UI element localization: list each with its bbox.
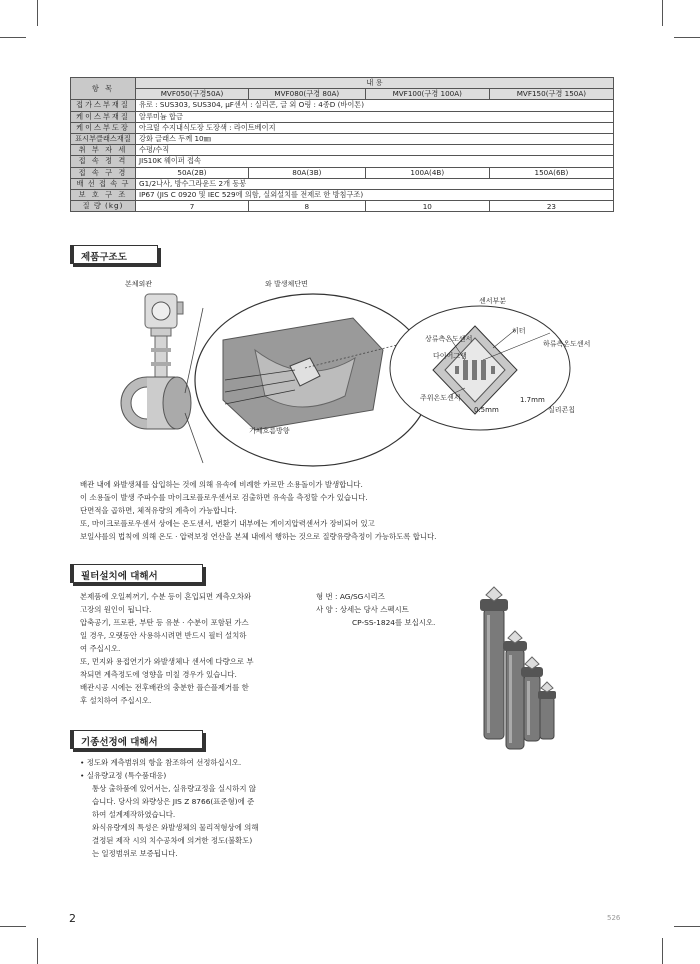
- row-value: JIS10K 웨이퍼 접속: [136, 156, 614, 167]
- paragraph-line: 통상 출하품에 있어서는, 실유량교정을 실시하지 않: [92, 784, 257, 793]
- header-label: 항 목: [71, 78, 136, 100]
- table-row: [71, 100, 614, 111]
- model-header: MVF100(구경 100A): [365, 89, 489, 100]
- paragraph-line: 착되면 계측정도에 영향을 미칠 경우가 있습니다.: [80, 670, 237, 679]
- crop-mark: [37, 0, 38, 26]
- spec-value: 상세는 당사 스펙시트: [339, 605, 409, 614]
- row-label: 케이스부재질: [71, 111, 136, 122]
- bullet-item: • 정도와 계측범위의 항을 참조하여 선정하십시오.: [80, 758, 242, 767]
- crop-mark: [662, 0, 663, 26]
- model-header: MVF080(구경 80A): [248, 89, 365, 100]
- paragraph-line: 본제품에 오일찌꺼기, 수분 등이 혼입되면 계측오차와: [80, 592, 252, 601]
- section-heading-structure: [70, 245, 158, 264]
- paragraph-line: 일 경우, 오랫동안 사용하시려면 반드시 필터 설치하: [80, 631, 247, 640]
- row-value: 강화 글래스 두께 10㎜: [136, 133, 614, 144]
- label-silicon-chip: 실리콘칩: [548, 406, 576, 414]
- model-label: 형 번 :: [316, 592, 338, 601]
- paragraph-line: 또, 먼지와 용접연기가 와발생체나 센서에 다량으로 부: [80, 657, 254, 666]
- row-value: 유로 : SUS303, SUS304, μF센서 : 실리콘, 글 외 O링 : 4종D (바이톤): [136, 100, 614, 111]
- table-row: [71, 178, 614, 189]
- model-value: AG/SG시리즈: [339, 592, 385, 601]
- crop-mark: [674, 37, 700, 38]
- label-gas-flow: 기체흐름방향: [249, 427, 290, 435]
- table-row: [71, 189, 614, 200]
- bullet-text: 실유량교정 (특수품대응): [86, 771, 167, 780]
- bullet-item: • 실유량교정 (특수품대응): [80, 771, 167, 780]
- section-heading-model-selection: [70, 730, 203, 749]
- section-title: 필터설치에 대해서: [81, 571, 158, 582]
- structure-diagram: [105, 288, 625, 478]
- paragraph-line: 배관 내에 와발생체를 삽입하는 것에 의해 유속에 비례한 카르만 소용돌이가 발생합니다.: [80, 480, 363, 489]
- row-label: 접 속 구 경: [71, 167, 136, 178]
- paragraph-line: 이 소용돌이 발생 주파수를 마이크로플로우센서로 검출하면 유속을 측정할 수가 있습니다.: [80, 493, 368, 502]
- crop-mark: [0, 37, 26, 38]
- header-content: 내 용: [136, 78, 614, 89]
- row-value: 아크릴 수지내식도장 도장색 : 라이트베이지: [136, 122, 614, 133]
- structure-description: [80, 478, 640, 543]
- table-row: [71, 122, 614, 133]
- row-value: 수평/수직: [136, 145, 614, 156]
- row-value: 80A(3B): [248, 167, 365, 178]
- paragraph-line: 단면적을 곱하면, 체적유량의 계측이 가능합니다.: [80, 506, 237, 515]
- paragraph-line: 후 설치하여 주십시오.: [80, 696, 152, 705]
- model-header: MVF150(구경 150A): [489, 89, 613, 100]
- filter-description: [80, 590, 305, 707]
- row-label: 표시부클래스재질: [71, 133, 136, 144]
- row-value: G1/2나사, 방수그라운드 2개 동봉: [136, 178, 614, 189]
- table-row: [71, 111, 614, 122]
- model-header: MVF050(구경50A): [136, 89, 249, 100]
- page-number: 2: [69, 912, 76, 925]
- paragraph-line: 고장의 원인이 됩니다.: [80, 605, 152, 614]
- row-value: 50A(2B): [136, 167, 249, 178]
- row-label: 케이스부도장: [71, 122, 136, 133]
- paragraph-line: 또, 마이크로플로우센서 상에는 온도센서, 변환기 내부에는 게이지압력센서가 장비되어 있고: [80, 519, 375, 528]
- paragraph-line: 습니다. 당사의 와량상은 JIS Z 8766(표준형)에 준: [92, 797, 255, 806]
- row-value: 23: [489, 201, 613, 212]
- row-label: 질 량 (kg): [71, 201, 136, 212]
- spec-table: [70, 77, 614, 212]
- row-value: IP67 (JIS C 0920 및 IEC 529에 의함, 실외설치를 전제로 한 방침구조): [136, 189, 614, 200]
- spec-label: 사 양 :: [316, 605, 338, 614]
- label-upstream-sensor: 상류측온도센서: [425, 335, 473, 343]
- label-diaphragm: 다이어그램: [433, 352, 467, 360]
- crop-mark: [37, 938, 38, 964]
- section-heading-filter: [70, 564, 203, 583]
- bullet-text: 정도와 계측범위의 항을 참조하여 선정하십시오.: [86, 758, 242, 767]
- paragraph-line: 하여 설계제작하였습니다.: [92, 810, 176, 819]
- label-body-exterior: 본체외관: [125, 280, 153, 288]
- reference-number: 526: [607, 914, 621, 922]
- row-label: 보 호 구 조: [71, 189, 136, 200]
- table-row: [71, 201, 614, 212]
- table-row: [71, 167, 614, 178]
- label-ambient-sensor: 주위온도센서: [420, 394, 461, 402]
- crop-mark: [662, 938, 663, 964]
- paragraph-line: 보일샤를의 법칙에 의해 온도 · 압력보정 연산을 본체 내에서 행하는 것으로 질량유량측정이 가능하도록 합니다.: [80, 532, 437, 541]
- table-row: [71, 133, 614, 144]
- label-dim-17: 1.7mm: [520, 396, 545, 404]
- row-value: 7: [136, 201, 249, 212]
- paragraph-line: 여 주십시오.: [80, 644, 121, 653]
- label-downstream-sensor: 하류측온도센서: [543, 340, 591, 348]
- paragraph-line: 압축공기, 프로판, 부탄 등 유분 · 수분이 포함된 가스: [80, 618, 249, 627]
- row-label: 취 부 자 세: [71, 145, 136, 156]
- table-row: [71, 156, 614, 167]
- table-row: [71, 145, 614, 156]
- row-label: 접 속 정 격: [71, 156, 136, 167]
- model-selection-text: [80, 756, 340, 860]
- row-value: 8: [248, 201, 365, 212]
- paragraph-line: 결정된 제작 시의 치수공차에 의거한 정도(불확도): [92, 836, 253, 845]
- row-label: 배 선 접 속 구: [71, 178, 136, 189]
- spec-value-2: CP-SS-1824를 보십시오.: [352, 618, 436, 627]
- crop-mark: [674, 926, 700, 927]
- label-heater: 히터: [512, 327, 526, 335]
- paragraph-line: 배관시공 시에는 전후배관의 충분한 플슨플제거를 한: [80, 683, 249, 692]
- row-value: 100A(4B): [365, 167, 489, 178]
- paragraph-line: 와식유량계의 특성은 와발생체의 물리적형상에 의해: [92, 823, 259, 832]
- crop-mark: [0, 926, 26, 927]
- paragraph-line: 는 일정범위로 보증됩니다.: [92, 849, 178, 858]
- filter-model-info: [316, 590, 486, 629]
- filter-product-image: [478, 585, 578, 755]
- section-title: 기종선정에 대해서: [81, 737, 158, 748]
- row-value: 알루미늄 합금: [136, 111, 614, 122]
- section-title: 제품구조도: [81, 252, 127, 263]
- row-value: 10: [365, 201, 489, 212]
- label-dim-05: 0.5mm: [474, 406, 499, 414]
- row-label: 접가스부재질: [71, 100, 136, 111]
- label-sensor-part: 센서부분: [479, 297, 507, 305]
- flowmeter-illustration: [121, 294, 191, 429]
- row-value: 150A(6B): [489, 167, 613, 178]
- label-vortex-section: 와 발생체단면: [265, 280, 308, 288]
